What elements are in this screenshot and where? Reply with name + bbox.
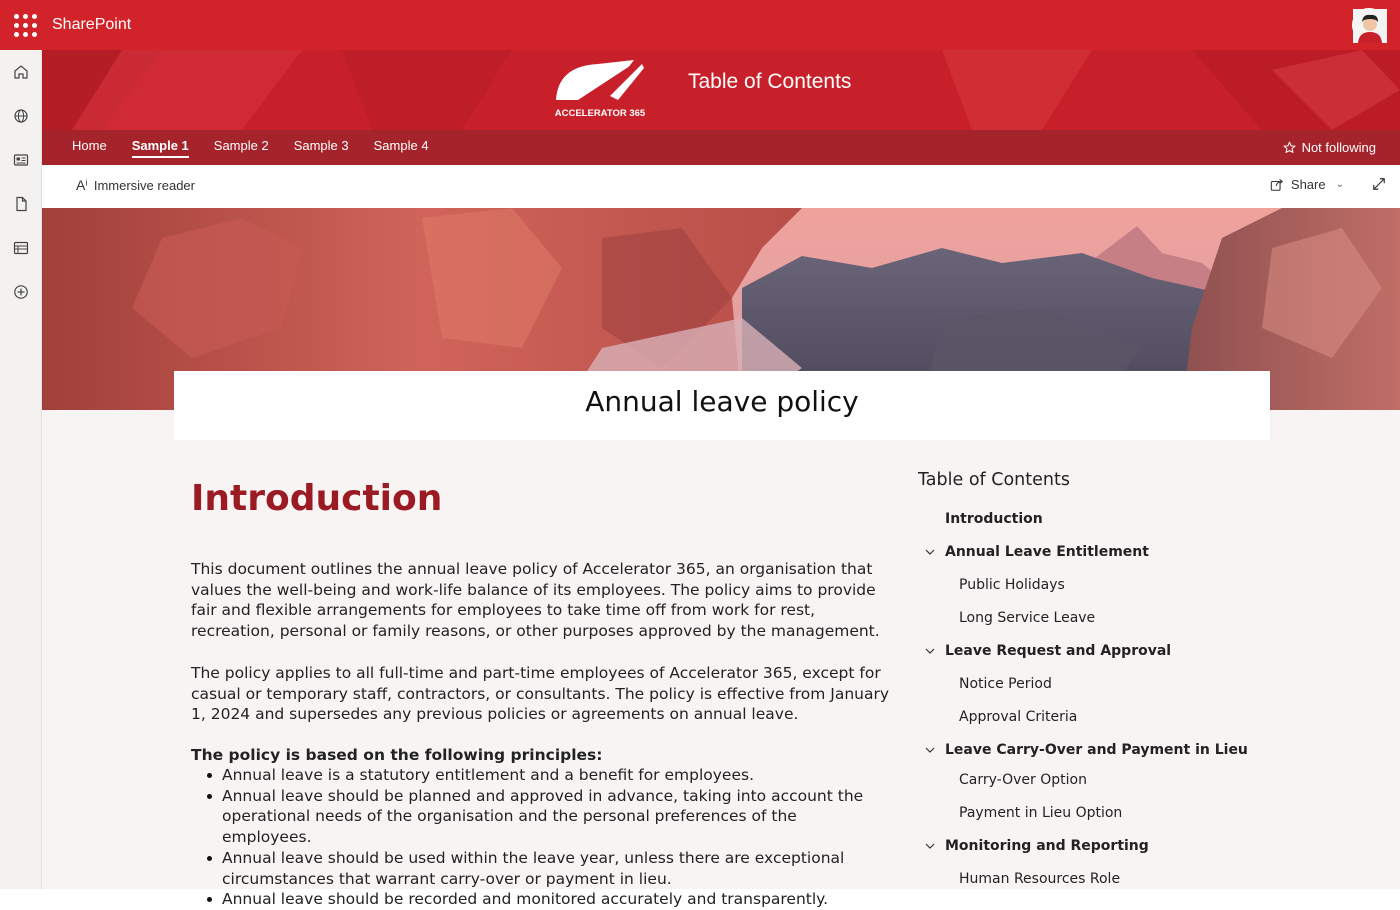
command-bar [42,165,1400,208]
share-icon [1270,178,1284,192]
accelerator-365-logo [548,56,652,122]
page-title: Annual leave policy [585,385,859,418]
intro-paragraph-2: The policy applies to all full-time and part-time employees of Accelerator 365, except for casual or temporary staff, contractors, or consultants. The policy is effective from January 1, 2024 and supersedes any previous policies or agreements on annual leave. [191,664,890,724]
share-button[interactable] [1270,177,1344,192]
intro-paragraph-1: This document outlines the annual leave policy of Accelerator 365, an organisation that values the well-being and work-life balance of its employees. The policy aims to provide fair and flexible arrangements for employees to take time off from work for rest, recreation, personal or family reasons, or other purposes approved by the management. [191,560,880,641]
user-avatar-icon [1353,9,1387,43]
app-launcher-button[interactable] [0,0,50,50]
file-icon [13,196,29,212]
immersive-reader-button[interactable] [76,177,195,194]
toc-item-monitoring-and-reporting[interactable]: Monitoring and Reporting [945,838,1149,854]
list-icon [13,240,29,256]
add-circle-icon [13,284,29,300]
toc-item-annual-leave-entitlement[interactable]: Annual Leave Entitlement [945,544,1149,560]
page-title-region [174,371,1270,440]
nav-item-sample-1[interactable]: Sample 1 [132,130,189,165]
toc-item-payment-in-lieu-option[interactable]: Payment in Lieu Option [959,805,1123,821]
suite-bar [0,0,1400,50]
rail-files-button[interactable] [0,182,42,226]
toc-item-public-holidays[interactable]: Public Holidays [959,577,1065,593]
nav-item-sample-2[interactable]: Sample 2 [213,138,269,153]
toc-item-carry-over-option[interactable]: Carry-Over Option [959,772,1087,788]
list-item: Annual leave should be used within the leave year, unless there are exceptional circumstances that warrant carry-over or payment in lieu. [191,848,891,889]
waffle-icon [14,14,37,37]
avatar[interactable] [1352,8,1386,42]
share-label: Share [1290,177,1326,192]
banner-gap-right [1270,410,1400,440]
principles-heading: The policy is based on the following principles: [191,746,603,764]
logo-text: ACCELERATOR 365 [554,108,646,119]
site-title[interactable]: Table of Contents [688,70,852,93]
site-header [42,50,1400,130]
banner-gap-left [42,410,174,440]
principles-list [191,765,891,910]
rail-news-button[interactable] [0,138,42,182]
app-name-link[interactable]: SharePoint [52,16,132,33]
rail-lists-button[interactable] [0,226,42,270]
chevron-down-icon[interactable] [924,840,936,852]
nav-item-sample-4[interactable]: Sample 4 [373,138,429,153]
news-icon [13,152,29,168]
immersive-reader-icon: Aⁱ [76,177,88,193]
rail-create-button[interactable] [0,270,42,314]
list-item: Annual leave should be planned and approved in advance, taking into account the operational needs of the organisation and the personal preferences of the employees. [191,786,891,848]
toc-item-notice-period[interactable]: Notice Period [959,676,1052,692]
follow-label: Not following [1301,140,1376,155]
chevron-down-icon: ⌄ [1335,179,1344,190]
toc-item-leave-carry-over[interactable]: Leave Carry-Over and Payment in Lieu [945,742,1248,758]
rail-sites-button[interactable] [0,94,42,138]
home-icon [13,64,29,80]
toc-item-approval-criteria[interactable]: Approval Criteria [959,709,1078,725]
toc-item-long-service-leave[interactable]: Long Service Leave [959,610,1096,626]
immersive-reader-label: Immersive reader [93,178,195,193]
introduction-heading: Introduction [191,478,443,519]
nav-item-home[interactable]: Home [72,138,107,153]
chevron-down-icon[interactable] [924,546,936,558]
list-item: Annual leave should be recorded and monitored accurately and transparently. [191,889,891,910]
toc-item-introduction[interactable]: Introduction [945,511,1043,527]
nav-item-sample-3[interactable]: Sample 3 [293,138,349,153]
globe-icon [13,108,29,124]
rail-home-button[interactable] [0,50,42,94]
expand-button[interactable] [1372,177,1386,196]
toc-title: Table of Contents [918,470,1070,490]
hub-navigation [42,130,1400,165]
toc-item-leave-request-and-approval[interactable]: Leave Request and Approval [945,643,1172,659]
follow-button[interactable] [1283,130,1376,165]
toc-item-human-resources-role[interactable]: Human Resources Role [959,871,1121,887]
star-icon [1283,141,1296,154]
chevron-down-icon[interactable] [924,645,936,657]
left-app-bar [0,50,42,889]
page-content [42,440,1400,909]
expand-icon [1372,177,1386,191]
list-item: Annual leave is a statutory entitlement and a benefit for employees. [191,765,891,786]
chevron-down-icon[interactable] [924,744,936,756]
